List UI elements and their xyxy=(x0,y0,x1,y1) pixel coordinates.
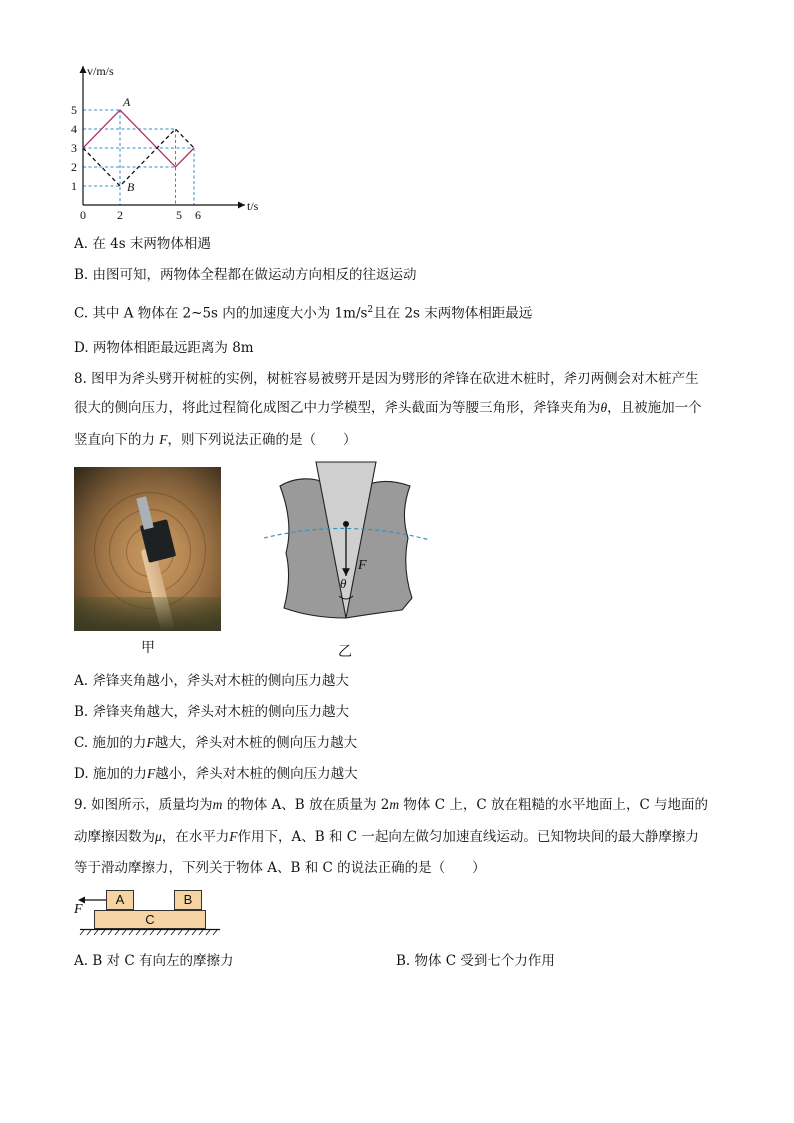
q7-option-a: A. 在 4s 末两物体相遇 xyxy=(74,236,211,252)
y-tick-label: 1 xyxy=(71,179,77,193)
y-tick-label: 5 xyxy=(71,103,77,117)
q7-option-c-text-end: 且在 2s 末两物体相距最远 xyxy=(373,305,533,322)
q9-stem-line xyxy=(74,795,708,815)
force-symbol: F xyxy=(146,735,155,750)
applied-force-label: F xyxy=(74,902,83,917)
q8-stem-text: 竖直向下的力 xyxy=(74,432,155,448)
wedge-svg xyxy=(262,458,437,628)
force-symbol: F xyxy=(159,432,168,447)
y-tick-label: 3 xyxy=(71,141,77,155)
q9-stem-line xyxy=(74,827,699,847)
ground-hatching xyxy=(80,930,217,935)
q8-stem-text: ，则下列说法正确的是（ ） xyxy=(167,432,357,448)
q8-option-a: A. 斧锋夹角越小，斧头对木桩的侧向压力越大 xyxy=(74,673,349,689)
q8-option-c-text: C. 施加的力 xyxy=(74,735,147,751)
q9-option-a: A. B 对 C 有向左的摩擦力 xyxy=(74,953,234,969)
q9-stem-text: 物体 C 上，C 放在粗糙的水平地面上，C 与地面的 xyxy=(403,797,709,813)
q9-stem-text: 9. 如图所示，质量均为 xyxy=(74,797,213,813)
q8-stem-line: 8. 图甲为斧头劈开树桩的实例，树桩容易被劈开是因为劈形的斧锋在砍进木桩时，斧刃两侧会对木桩产生 xyxy=(74,371,699,387)
q8-option-c xyxy=(74,733,357,753)
q9-stem-text: 的物体 A、B 放在质量为 2 xyxy=(226,797,390,813)
q7-option-d: D. 两物体相距最远距离为 8m xyxy=(74,340,254,356)
q7-option-b: B. 由图可知，两物体全程都在做运动方向相反的往返运动 xyxy=(74,267,417,283)
q9-stem-line: 等于滑动摩擦力，下列关于物体 A、B 和 C 的说法正确的是（ ） xyxy=(74,860,486,876)
block-a: A xyxy=(106,890,134,910)
q8-option-d xyxy=(74,764,358,784)
q7-option-c-superscript: 2 xyxy=(367,305,374,315)
mass-symbol: m xyxy=(389,797,400,812)
block-c: C xyxy=(94,910,206,929)
q8-option-c-text-end: 越大，斧头对木桩的侧向压力越大 xyxy=(154,735,358,751)
mu-symbol: μ xyxy=(155,829,162,844)
diagram-force-label: F xyxy=(358,558,367,573)
theta-symbol: θ xyxy=(600,400,608,415)
q8-stem-line xyxy=(74,430,357,450)
q8-option-d-text-end: 越小，斧头对木桩的侧向压力越大 xyxy=(155,766,358,782)
block-b: B xyxy=(174,890,202,910)
force-symbol: F xyxy=(146,766,156,781)
y-tick-label: 4 xyxy=(71,122,77,136)
x-tick-label: 2 xyxy=(117,208,123,222)
vt-graph xyxy=(70,60,280,225)
q7-option-c xyxy=(74,300,532,324)
point-b-label: B xyxy=(127,180,135,194)
q7-option-c-text: C. 其中 A 物体在 2~5s 内的加速度大小为 1m/s xyxy=(74,305,368,322)
series-a-line xyxy=(83,110,194,167)
q9-stem-text: 动摩擦因数为 xyxy=(74,829,155,845)
y-tick-label: 2 xyxy=(71,160,77,174)
q8-option-b: B. 斧锋夹角越大，斧头对木桩的侧向压力越大 xyxy=(74,704,350,720)
caption-jia: 甲 xyxy=(141,640,155,656)
mass-symbol: m xyxy=(212,797,223,812)
q8-stem-line xyxy=(74,398,702,418)
q9-option-b: B. 物体 C 受到七个力作用 xyxy=(396,953,555,969)
wedge-diagram xyxy=(262,458,437,628)
q8-stem-text: 很大的侧向压力，将此过程简化成图乙中力学模型，斧头截面为等腰三角形，斧锋夹角为 xyxy=(74,400,601,416)
axe-stump-photo xyxy=(74,467,221,631)
diagram-theta-label: θ xyxy=(340,576,347,591)
series-b-line xyxy=(83,129,194,186)
y-axis-label: v/m/s xyxy=(87,64,114,78)
vt-grid xyxy=(83,110,194,205)
q8-option-d-text: D. 施加的力 xyxy=(74,766,147,782)
x-tick-label: 6 xyxy=(195,208,201,222)
force-symbol: F xyxy=(229,829,238,844)
caption-yi: 乙 xyxy=(338,644,352,660)
force-ground-svg xyxy=(74,888,224,938)
point-a-label: A xyxy=(123,95,131,109)
block-diagram xyxy=(74,888,224,938)
q9-stem-text: 作用下，A、B 和 C 一起向左做匀加速直线运动。已知物块间的最大静摩擦力 xyxy=(237,829,699,845)
q9-stem-text: ，在水平力 xyxy=(161,829,230,845)
x-axis-label: t/s xyxy=(247,199,259,213)
x-tick-label: 0 xyxy=(80,208,86,222)
q8-stem-text: ，且被施加一个 xyxy=(607,400,702,416)
x-tick-label: 5 xyxy=(176,208,182,222)
